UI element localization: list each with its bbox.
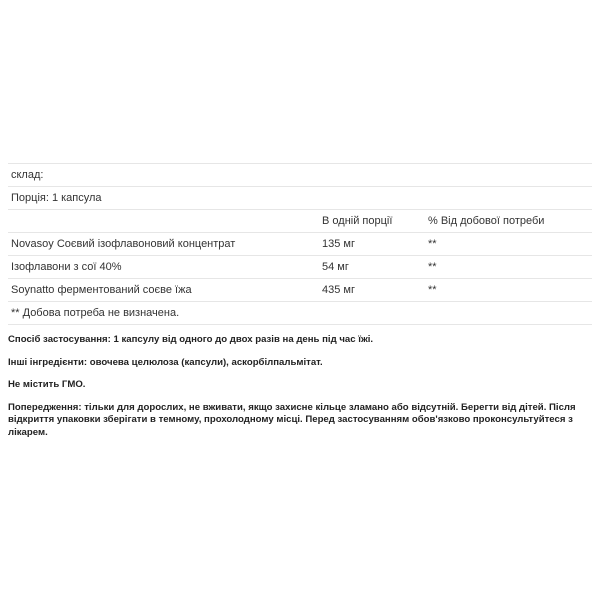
gmo-note: Не містить ГМО. (8, 379, 86, 390)
composition-label: склад: (11, 169, 44, 181)
ingredient-name: Soynatto ферментований соєве їжа (11, 284, 192, 296)
warning-note: Попередження: тільки для дорослих, не вживати, якщо захисне кільце зламано або відсутній. Берегти від дітей. Після відкриття упаковки зберігати в темному, прохолодному місці. Перед застосуванням обов'язково проконсультуйтеся з лікарем. (8, 401, 576, 438)
header-row (8, 210, 592, 233)
footnote-row (8, 302, 592, 325)
daily-value-header: % Від добової потреби (428, 215, 545, 227)
supplement-facts-table (8, 163, 592, 325)
table-row (8, 256, 592, 279)
ingredient-dv: ** (428, 261, 437, 273)
ingredient-dv: ** (428, 284, 437, 296)
footnote: ** Добова потреба не визначена. (11, 307, 180, 319)
usage-note: Спосіб застосування: 1 капсулу від одного до двох разів на день під час їжі. (8, 334, 374, 345)
table-row (8, 233, 592, 256)
product-notes (8, 334, 592, 449)
composition-row (8, 164, 592, 187)
ingredient-amount: 54 мг (322, 261, 349, 273)
per-serving-header: В одній порції (322, 215, 393, 227)
serving-size: Порція: 1 капсула (11, 192, 102, 204)
table-row (8, 279, 592, 302)
ingredient-dv: ** (428, 238, 437, 250)
serving-row (8, 187, 592, 210)
ingredient-amount: 135 мг (322, 238, 355, 250)
ingredient-name: Novasoy Соєвий ізофлавоновий концентрат (11, 238, 236, 250)
ingredient-name: Ізофлавони з сої 40% (11, 261, 122, 273)
other-ingredients-note: Інші інгредієнти: овочева целюлоза (капсули), аскорбілпальмітат. (8, 356, 323, 368)
ingredient-amount: 435 мг (322, 284, 355, 296)
